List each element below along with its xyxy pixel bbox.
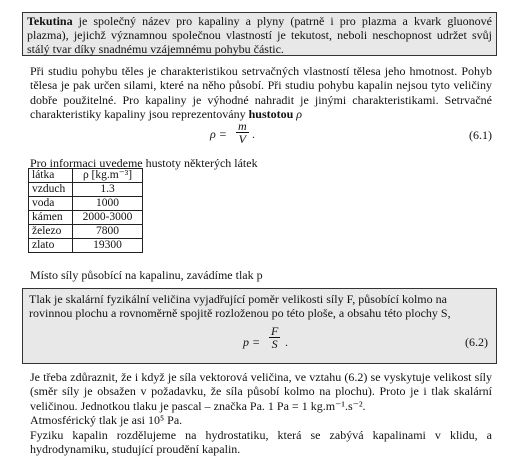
- substance-cell: kámen: [29, 211, 73, 225]
- density-table-header-density: ρ [kg.m⁻³]: [73, 169, 143, 183]
- paragraph-fluid-physics: Fyziku kapalin rozdělujeme na hydrostatiku, která se zabývá kapalinami v klidu, a hydrodynamiku, studující proudění kapalin.: [30, 427, 492, 457]
- pressure-intro: Místo síly působící na kapalinu, zavádíme tlak p: [30, 268, 263, 282]
- paragraph-pressure-notes: [30, 370, 492, 456]
- formula-density-denominator: V: [238, 132, 246, 146]
- term-fluid: Tekutina: [27, 14, 73, 28]
- definition-text-fluid: je společný název pro kapaliny a plyny (patrně i pro plazma a kvark gluonové plazma), jejichž významnou společnou vlastností je tekutost, neboli neschopnost udržet svůj stálý tvar díky snadnému vzájemnému pohybu částic.: [27, 14, 492, 56]
- paragraph-inertia: [30, 64, 492, 122]
- substance-cell: železo: [29, 225, 73, 239]
- density-table-header-row: [29, 169, 143, 183]
- substance-cell: zlato: [29, 239, 73, 253]
- substance-cell: voda: [29, 197, 73, 211]
- density-cell: 7800: [73, 225, 143, 239]
- formula-density-numerator: m: [238, 119, 247, 133]
- density-cell: 2000-3000: [73, 211, 143, 225]
- table-row: [29, 211, 143, 225]
- definition-text-pressure: Tlak je skalární fyzikální veličina vyjadřující poměr velikosti síly F, působící kolmo na rovinnou plochu a rovnoměrně spojitě rozloženou po této ploše, a obsahu této plochy S,: [29, 292, 451, 320]
- table-row: [29, 183, 143, 197]
- definition-box-fluid: [22, 12, 497, 56]
- paragraph-pressure-vector: Je třeba zdůraznit, že i když je síla vektorová veličina, ve vztahu (6.2) se vyskytuje velikost síly (směr síly je obsažen v požadavku, že síla působí kolmo na plochu). Proto je i tlak skalární veličinou. Jednotkou tlaku je pascal – značka Pa. 1 Pa = 1 kg.m⁻¹.s⁻².: [30, 370, 492, 413]
- density-symbol: ρ: [293, 107, 303, 122]
- formula-density: [30, 120, 492, 150]
- table-row: [29, 197, 143, 211]
- paragraph-inertia-text: Při studiu pohybu těles je charakteristikou setrvačných vlastností tělesa jeho hmotnost. Pohyb tělesa je pak určen silami, které na něho působí. Při studiu pohybu kapalin nejsou tyto veličiny dobře použitelné. Pro kapaliny je výhodné nahradit je jinými charakteristikami. Setrvačné charakteristiky kapaliny jsou reprezentovány: [30, 64, 492, 122]
- table-row: [29, 239, 143, 253]
- paragraph-atmospheric-pressure: Atmosférický tlak je asi 10⁵ Pa.: [30, 413, 183, 428]
- table-row: [29, 225, 143, 239]
- equation-number-6-2: (6.2): [465, 335, 488, 349]
- density-cell: 1.3: [73, 183, 143, 197]
- formula-pressure-tail: .: [285, 335, 288, 349]
- substance-cell: vzduch: [29, 183, 73, 197]
- term-density: hustotou: [248, 107, 294, 122]
- density-table-heading: Pro informaci uvedeme hustoty některých látek: [30, 156, 258, 170]
- formula-density-lhs: ρ =: [210, 127, 227, 141]
- definition-box-pressure: [22, 288, 497, 364]
- formula-pressure-denominator: S: [271, 337, 278, 351]
- density-table: [28, 168, 143, 253]
- formula-pressure-numerator: F: [271, 324, 279, 338]
- equation-number-6-1: (6.1): [469, 128, 492, 142]
- density-table-header-substance: látka: [29, 169, 73, 183]
- density-cell: 1000: [73, 197, 143, 211]
- formula-pressure-fraction: [269, 325, 280, 350]
- formula-density-tail: .: [252, 127, 255, 141]
- formula-pressure-lhs: p =: [243, 335, 261, 349]
- density-cell: 19300: [73, 239, 143, 253]
- formula-density-fraction: [236, 120, 249, 145]
